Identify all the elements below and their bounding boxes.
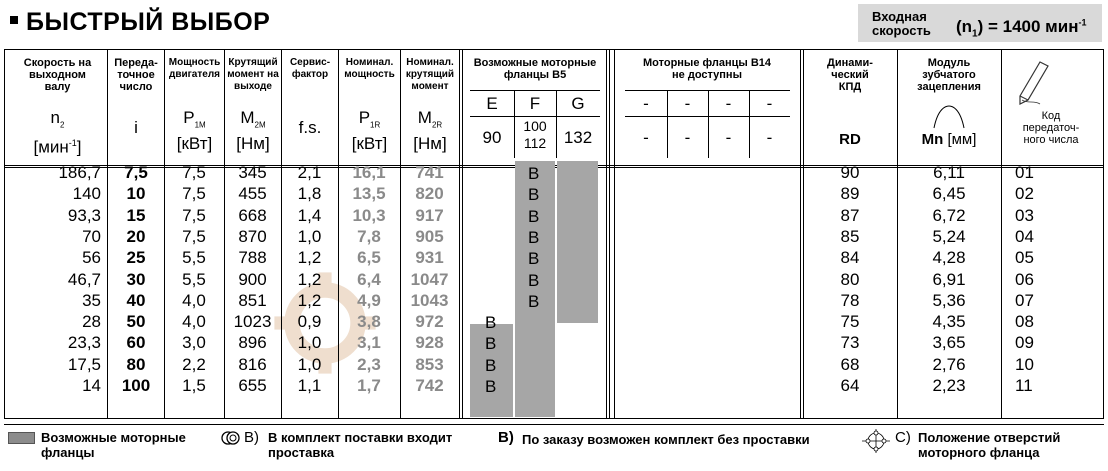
flange-b-marker: B: [528, 249, 540, 269]
legend-swatch: [8, 432, 35, 444]
cell-m2m: 851: [238, 290, 267, 310]
cell-mn: 6,45: [932, 184, 966, 204]
cell-p1r: 7,8: [357, 226, 381, 246]
flange-b-marker: B: [485, 313, 497, 333]
cell-p1r: 4,9: [357, 290, 381, 310]
cell-m2m: 1023: [233, 312, 272, 332]
cell-n2: 35: [82, 290, 101, 310]
cell-m2m: 870: [238, 226, 267, 246]
cell-code: 06: [1015, 269, 1034, 289]
cell-m2m: 655: [238, 376, 267, 395]
cell-rd: 85: [840, 226, 860, 246]
cell-p1m: 5,5: [182, 248, 206, 268]
cell-i: 50: [126, 312, 146, 332]
header-flanges-b5: Возможные моторные фланцы B5: [473, 57, 597, 81]
spacer-icon: [220, 430, 242, 446]
symbol-p1m: $P_{1M}$ [кВт]: [176, 108, 213, 154]
header-flanges-b14: Моторные фланцы B14 не доступны: [643, 57, 771, 81]
cell-p1m: 2,2: [182, 354, 206, 374]
cell-fs: 1,2: [297, 269, 322, 289]
cell-m2m: 816: [238, 354, 267, 374]
legend-item2-label: По заказу возможен комплект без проставки: [522, 432, 810, 447]
legend-swatch-label: Возможные моторные фланцы: [41, 430, 186, 460]
cell-mn: 3,65: [932, 333, 966, 353]
cell-m2m: 455: [238, 184, 267, 204]
input-speed-box: Входная скорость $(n_1) = 1400$ мин$^{-1}$: [858, 4, 1102, 42]
cell-n2: 140: [72, 184, 101, 204]
flange-b-marker: B: [528, 227, 540, 247]
cell-rd: 89: [840, 184, 860, 204]
cell-p1r: 13,5: [352, 184, 386, 204]
cell-m2r: 853: [415, 354, 444, 374]
cell-m2r: 928: [415, 333, 444, 353]
cell-i: 15: [126, 205, 146, 225]
cell-mn: 2,76: [932, 354, 966, 374]
cell-i: 7,5: [124, 163, 148, 182]
flange-b-marker: B: [528, 164, 540, 183]
cell-m2r: 931: [415, 248, 444, 268]
cell-m2m: 668: [238, 205, 267, 225]
cell-rd: 87: [840, 205, 860, 225]
header-nominal-power: Номинал. мощность: [344, 57, 395, 80]
cell-code: 09: [1015, 333, 1034, 353]
legend-item2-prefix: B): [498, 429, 514, 446]
cell-rd: 84: [840, 248, 860, 268]
cell-code: 01: [1015, 163, 1034, 182]
cell-fs: 1,2: [297, 290, 322, 310]
cell-fs: 1,0: [297, 226, 322, 246]
cell-n2: 28: [82, 312, 101, 332]
flange-b-marker: B: [528, 185, 540, 205]
cell-code: 11: [1015, 376, 1033, 395]
symbol-p1r: $P_{1R}$ [кВт]: [351, 108, 388, 154]
cell-m2r: 742: [415, 376, 444, 395]
cell-fs: 1,0: [297, 333, 322, 353]
cell-rd: 68: [840, 354, 860, 374]
pencil-icon: [1010, 60, 1050, 106]
cell-fs: 1,4: [297, 205, 322, 225]
header-nominal-torque: Номинал. крутящий момент: [405, 57, 455, 92]
cell-p1m: 7,5: [182, 163, 206, 182]
flange-f-value: 100 112: [523, 118, 547, 151]
cell-mn: 6,11: [933, 163, 965, 182]
cell-mn: 5,24: [932, 226, 966, 246]
cell-fs: 1,0: [297, 354, 322, 374]
cell-n2: 14: [82, 376, 101, 395]
cell-i: 10: [126, 184, 146, 204]
flange-e-label: E: [486, 94, 498, 113]
cell-rd: 90: [840, 163, 860, 182]
flange-g-value: 132: [563, 128, 593, 147]
cell-i: 25: [126, 248, 146, 268]
header-module: Модуль зубчатого зацепления: [917, 57, 981, 93]
header-efficiency: Динами- ческий КПД: [827, 57, 873, 93]
legend-item3-label: Положение отверстий моторного фланца: [918, 430, 1061, 460]
cell-p1r: 6,4: [357, 269, 381, 289]
cell-p1r: 2,3: [357, 354, 381, 374]
cell-i: 30: [126, 269, 146, 289]
cell-rd: 73: [840, 333, 860, 353]
cell-p1m: 4,0: [182, 290, 206, 310]
legend-item3-prefix: C): [895, 429, 911, 446]
flange-g-label: G: [571, 94, 585, 113]
cell-rd: 80: [840, 269, 860, 289]
header-torque: Крутящий момент на выходе: [227, 57, 279, 92]
cell-m2r: 905: [415, 226, 444, 246]
cell-p1r: 16,1: [352, 163, 386, 182]
cell-code: 10: [1015, 354, 1034, 374]
cell-mn: 2,23: [932, 376, 966, 395]
cell-fs: 0,9: [297, 312, 322, 332]
cell-m2r: 820: [415, 184, 444, 204]
flange-e-value: 90: [482, 128, 502, 147]
flange-g-available: [557, 161, 598, 323]
flange-b-marker: B: [528, 270, 540, 290]
cell-i: 100: [121, 376, 151, 395]
cell-n2: 70: [82, 226, 101, 246]
cell-fs: 1,1: [297, 376, 322, 395]
flange-b-marker: B: [528, 206, 540, 226]
cell-n2: 93,3: [67, 205, 101, 225]
cell-p1r: 3,1: [357, 333, 381, 353]
symbol-fs: f.s.: [298, 118, 322, 137]
legend-item1-label: В комплект поставки входит проставка: [268, 430, 453, 460]
cell-p1r: 10,3: [352, 205, 386, 225]
cell-p1m: 1,5: [182, 376, 206, 395]
flange-b-marker: B: [528, 291, 540, 311]
header-power: Мощность двигателя: [168, 57, 221, 80]
symbol-m2r: $M_{2R}$ [Нм]: [413, 108, 447, 154]
cell-m2m: 345: [238, 163, 267, 182]
cell-i: 40: [126, 290, 146, 310]
cell-m2r: 1043: [410, 290, 449, 310]
cell-n2: 17,5: [67, 354, 101, 374]
cell-m2m: 900: [238, 269, 267, 289]
cell-m2m: 788: [238, 248, 267, 268]
symbol-n2: $n_2$ [мин$^{-1}$]: [33, 108, 82, 158]
cell-mn: 4,35: [932, 312, 966, 332]
cell-m2r: 741: [415, 163, 444, 182]
cell-mn: 6,72: [932, 205, 966, 225]
header-speed: Скорость на выходном валу: [23, 57, 92, 93]
cell-m2r: 917: [415, 205, 444, 225]
header-service-factor: Сервис- фактор: [289, 57, 331, 80]
cell-i: 80: [126, 354, 146, 374]
symbol-mn: Mn [мм]: [921, 131, 977, 148]
cell-p1m: 3,0: [182, 333, 206, 353]
legend-item1-prefix: B): [244, 429, 259, 446]
cell-mn: 4,28: [932, 248, 966, 268]
cell-n2: 23,3: [67, 333, 101, 353]
cell-p1m: 7,5: [182, 184, 206, 204]
cell-code: 08: [1015, 312, 1034, 332]
cell-fs: 1,2: [297, 248, 322, 268]
symbol-rd: RD: [839, 131, 861, 148]
cell-rd: 78: [840, 290, 860, 310]
flange-f-label: F: [529, 94, 541, 113]
cell-p1r: 6,5: [357, 248, 381, 268]
cell-code: 05: [1015, 248, 1034, 268]
cell-fs: 1,8: [297, 184, 322, 204]
cell-p1m: 5,5: [182, 269, 206, 289]
cell-code: 07: [1015, 290, 1034, 310]
cell-code: 03: [1015, 205, 1034, 225]
cell-fs: 2,1: [297, 163, 322, 182]
cell-mn: 5,36: [932, 290, 966, 310]
cell-p1r: 3,8: [357, 312, 381, 332]
header-ratio: Переда- точное число: [114, 57, 158, 93]
cell-p1m: 7,5: [182, 226, 206, 246]
cell-n2: 46,7: [67, 269, 101, 289]
symbol-i: i: [134, 118, 138, 137]
cell-code: 04: [1015, 226, 1034, 246]
cell-rd: 75: [840, 312, 860, 332]
cell-p1m: 7,5: [182, 205, 206, 225]
cell-n2: 186,7: [58, 163, 101, 182]
cell-p1m: 4,0: [182, 312, 206, 332]
symbol-m2m: $M_{2M}$ [Нм]: [236, 108, 270, 154]
module-arc-icon: [932, 104, 966, 130]
flange-holes-icon: [858, 428, 894, 454]
cell-m2r: 1047: [410, 269, 449, 289]
cell-mn: 6,91: [932, 269, 966, 289]
cell-n2: 56: [82, 248, 101, 268]
page-title: БЫСТРЫЙ ВЫБОР: [10, 8, 270, 37]
cell-i: 20: [126, 226, 146, 246]
flange-b-marker: B: [485, 355, 497, 375]
cell-m2r: 972: [415, 312, 444, 332]
flange-b-marker: B: [485, 334, 497, 354]
cell-p1r: 1,7: [357, 376, 381, 395]
cell-code: 02: [1015, 184, 1034, 204]
cell-i: 60: [126, 333, 146, 353]
cell-m2m: 896: [238, 333, 267, 353]
cell-rd: 64: [840, 376, 860, 395]
flange-b-marker: B: [485, 377, 497, 396]
header-code: Код передаточ- ного числа: [1022, 110, 1080, 146]
